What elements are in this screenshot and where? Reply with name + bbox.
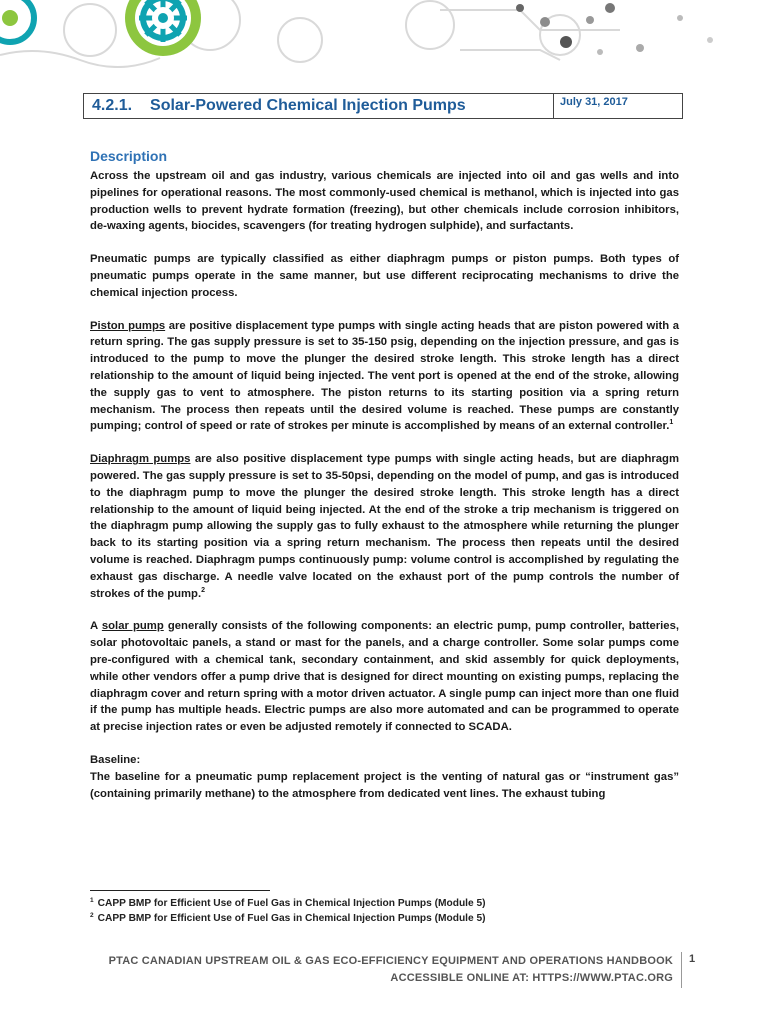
footnotes — [90, 896, 486, 926]
footnote-2 — [90, 911, 486, 926]
piston-pumps-term: Piston pumps — [90, 319, 166, 332]
footnote-2-number: 2 — [90, 911, 94, 919]
document-body — [90, 146, 679, 818]
header-banner — [0, 0, 768, 68]
piston-pumps-text: are positive displacement type pumps with single acting heads that are piston powered with a return spring. The gas supply pressure is set to 35-150 psig, depending on the injection pressure, and gas is introduced to the pump to move the plunger the desired stroke length. This stroke length has a direct relationship to the amount of liquid being injected. The vent port is opened at the end of the stroke, allowing the supply gas to vent to atmosphere. The piston returns to its starting position via a spring return mechanism. The process then repeats until the desired volume is reached. These pumps are constantly pumping; control of speed or rate of strokes per minute is accomplished by means of an external controller. — [90, 319, 680, 433]
section-title-box — [83, 93, 683, 119]
footnote-1 — [90, 896, 486, 911]
footnote-divider — [90, 890, 270, 891]
section-date: July 31, 2017 — [560, 96, 628, 108]
gear-icon-left — [0, 0, 34, 42]
paragraph-diaphragm-pumps — [90, 451, 679, 602]
diaphragm-pumps-text: are also positive displacement type pumps with single acting heads, but are diaphragm powered. The gas supply pressure is set to 35-50psi, depending on the model of pump, and gas is introduced to the diaphragm pump to move the plunger the desired stroke length. This stroke length has a direct relationship to the amount of liquid being injected. At the end of the stroke a trip mechanism is triggered on the diaphragm pump allowing the supply gas to fully exhaust to the atmosphere while returning the plunger back to its starting position via a spring return mechanism. The process then repeats until the desired volume is reached. Diaphragm pumps continuously pump: volume control is accomplished by regulating the exhaust gas discharge. A needle valve located on the exhaust port of the pump controls the number of strokes of the pump. — [90, 453, 679, 600]
solar-pump-prefix: A — [90, 620, 102, 633]
paragraph-pneumatic-pumps: Pneumatic pumps are typically classified as either diaphragm pumps or piston pumps. Both types of pneumatic pumps operate in the same manner, but use different reciprocating mechanisms to drive the chemical injection process. — [90, 253, 679, 299]
footer-divider — [681, 952, 682, 988]
footer-url[interactable]: ACCESSIBLE ONLINE AT: HTTPS://WWW.PTAC.ORG — [390, 972, 673, 984]
paragraph-intro: Across the upstream oil and gas industry, various chemicals are injected into oil and gas wells and into pipelines for operational reasons. The most commonly-used chemical is methanol, which is injected into gas production wells to prevent hydrate formation (freezing), but other chemicals include corrosion inhibitors, de-waxing agents, biocides, scavengers (for treating hydrogen sulphide), and surfactants. — [90, 170, 679, 233]
footnote-1-text: CAPP BMP for Efficient Use of Fuel Gas in Chemical Injection Pumps (Module 5) — [97, 898, 486, 909]
footnote-ref-1[interactable]: 1 — [669, 419, 674, 427]
page-number: 1 — [689, 953, 696, 965]
solar-pump-term: solar pump — [101, 620, 164, 633]
paragraph-baseline: The baseline for a pneumatic pump replacement project is the venting of natural gas or “instrument gas” (containing primarily methane) to the atmosphere from dedicated vent lines. The exhaust tubing — [90, 770, 679, 800]
banner-graphic — [0, 0, 768, 68]
footer-handbook-title: PTAC CANADIAN UPSTREAM OIL & GAS ECO-EFFICIENCY EQUIPMENT AND OPERATIONS HANDBOOK — [108, 955, 673, 967]
page-footer — [109, 953, 673, 987]
diaphragm-pumps-term: Diaphragm pumps — [90, 453, 191, 466]
footnote-2-text: CAPP BMP for Efficient Use of Fuel Gas in Chemical Injection Pumps (Module 5) — [97, 913, 486, 924]
baseline-heading: Baseline: — [90, 753, 141, 766]
section-title — [84, 94, 554, 118]
solar-pump-text: generally consists of the following components: an electric pump, pump controller, batteries, solar photovoltaic panels, a stand or mast for the panels, and a charge controller. Some solar pumps come pre-configured with a chemical tank, secondary containment, and skid assembly for quick deployments, while other vendors offer a pump drive that is designed for direct mounting on existing pumps, replacing the diaphragm cover and return spring with a motor driven actuator. A single pump can inject more than one fluid if the pump has multiple heads. Electric pumps are also more automated and can be programmed to operate at precise injection rates or even be adjusted remotely if connected to SCADA. — [90, 620, 679, 734]
section-title-text: Solar-Powered Chemical Injection Pumps — [150, 97, 466, 114]
section-number: 4.2.1. — [92, 97, 133, 114]
paragraph-solar-pump — [90, 618, 679, 736]
description-heading: Description — [90, 148, 168, 164]
footnote-ref-2[interactable]: 2 — [201, 586, 206, 594]
footnote-1-number: 1 — [90, 896, 94, 904]
paragraph-piston-pumps — [90, 318, 679, 436]
